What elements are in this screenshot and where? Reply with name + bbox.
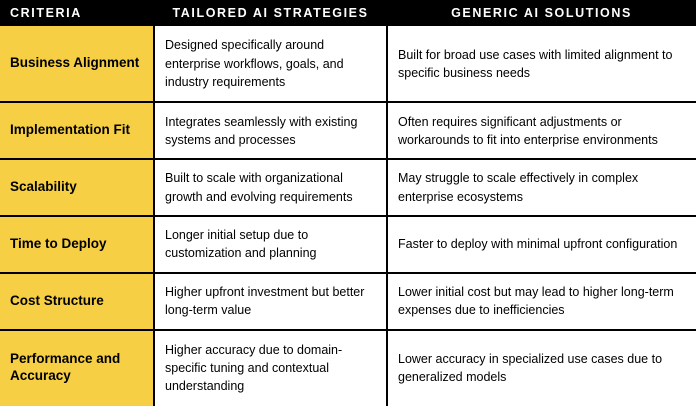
generic-cell: Lower accuracy in specialized use cases due to generalized models (387, 330, 696, 406)
tailored-cell: Built to scale with organizational growth and evolving requirements (154, 159, 387, 216)
criteria-label: Time to Deploy (0, 216, 154, 273)
generic-cell: Faster to deploy with minimal upfront configuration (387, 216, 696, 273)
criteria-label: Performance and Accuracy (0, 330, 154, 406)
column-header-tailored-ai-strategies: TAILORED AI STRATEGIES (154, 0, 387, 26)
generic-cell: Built for broad use cases with limited alignment to specific business needs (387, 26, 696, 102)
generic-cell: Lower initial cost but may lead to higher long-term expenses due to inefficiencies (387, 273, 696, 330)
tailored-cell: Longer initial setup due to customization and planning (154, 216, 387, 273)
table-row (0, 273, 696, 330)
table-header-row (0, 0, 696, 26)
table-row (0, 159, 696, 216)
column-header-generic-ai-solutions: GENERIC AI SOLUTIONS (387, 0, 696, 26)
generic-cell: May struggle to scale effectively in complex enterprise ecosystems (387, 159, 696, 216)
table-row (0, 26, 696, 102)
criteria-label: Business Alignment (0, 26, 154, 102)
criteria-label: Scalability (0, 159, 154, 216)
tailored-cell: Designed specifically around enterprise workflows, goals, and industry requirements (154, 26, 387, 102)
column-header-criteria: CRITERIA (0, 0, 154, 26)
table-row (0, 330, 696, 406)
tailored-cell: Higher accuracy due to domain-specific tuning and contextual understanding (154, 330, 387, 406)
table-row (0, 216, 696, 273)
table-body (0, 26, 696, 406)
tailored-cell: Integrates seamlessly with existing systems and processes (154, 102, 387, 159)
criteria-label: Cost Structure (0, 273, 154, 330)
generic-cell: Often requires significant adjustments or workarounds to fit into enterprise environments (387, 102, 696, 159)
tailored-cell: Higher upfront investment but better long-term value (154, 273, 387, 330)
table-row (0, 102, 696, 159)
criteria-label: Implementation Fit (0, 102, 154, 159)
